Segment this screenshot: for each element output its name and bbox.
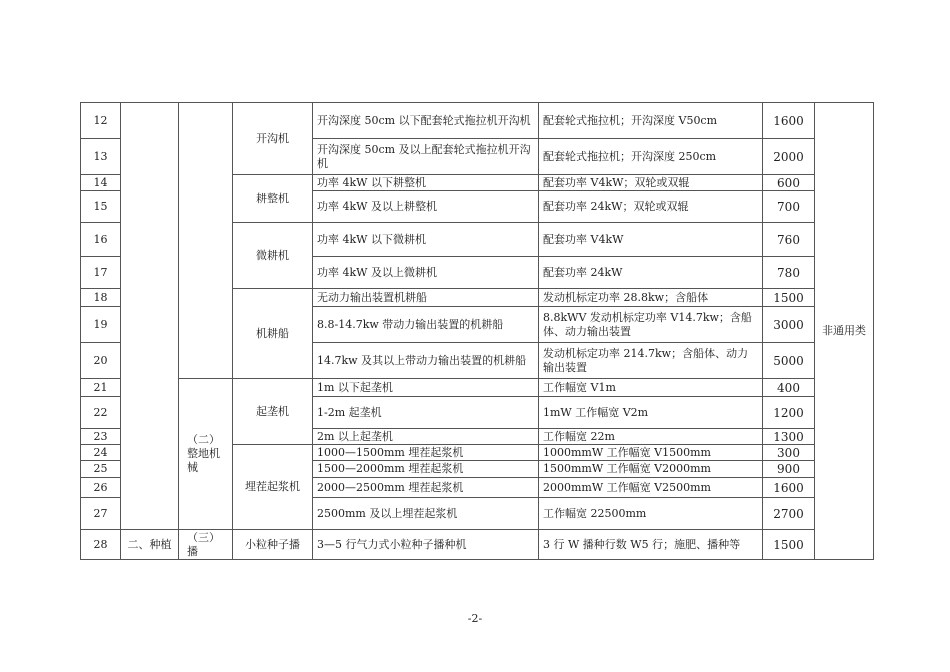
description: 功率 4kW 及以上微耕机 <box>313 257 539 289</box>
row-number: 28 <box>81 530 121 560</box>
description: 8.8-14.7kw 带动力输出装置的机耕船 <box>313 307 539 343</box>
row-number: 27 <box>81 498 121 530</box>
specification: 1mW 工作幅宽 V2m <box>539 397 763 429</box>
row-number: 16 <box>81 223 121 257</box>
description: 开沟深度 50cm 及以上配套轮式拖拉机开沟机 <box>313 139 539 175</box>
subsidy-amount: 5000 <box>763 343 815 379</box>
machine-type: 微耕机 <box>233 223 313 289</box>
description: 2500mm 及以上埋茬起浆机 <box>313 498 539 530</box>
specification: 配套功率 V4kW；双轮或双辊 <box>539 175 763 191</box>
description: 功率 4kW 及以上耕整机 <box>313 191 539 223</box>
subsidy-amount: 760 <box>763 223 815 257</box>
table-row <box>81 530 874 560</box>
specification: 3 行 W 播种行数 W5 行；施肥、播种等 <box>539 530 763 560</box>
description: 开沟深度 50cm 以下配套轮式拖拉机开沟机 <box>313 103 539 139</box>
specification: 配套功率 V4kW <box>539 223 763 257</box>
row-number: 23 <box>81 429 121 445</box>
specification: 配套轮式拖拉机；开沟深度 V50cm <box>539 103 763 139</box>
row-number: 12 <box>81 103 121 139</box>
specification: 工作幅宽 22m <box>539 429 763 445</box>
subsidy-amount: 2700 <box>763 498 815 530</box>
category-label: 二、种植 <box>121 530 179 560</box>
row-number: 19 <box>81 307 121 343</box>
description: 1m 以下起垄机 <box>313 379 539 397</box>
row-number: 24 <box>81 445 121 461</box>
subsidy-amount: 2000 <box>763 139 815 175</box>
subsidy-amount: 600 <box>763 175 815 191</box>
specification: 配套功率 24kW <box>539 257 763 289</box>
specification: 1500mmW 工作幅宽 V2000mm <box>539 461 763 478</box>
subsidy-amount: 3000 <box>763 307 815 343</box>
subsidy-amount: 1600 <box>763 478 815 498</box>
description: 功率 4kW 以下耕整机 <box>313 175 539 191</box>
specification: 工作幅宽 V1m <box>539 379 763 397</box>
classification: 非通用类 <box>815 103 874 560</box>
description: 1000—1500mm 埋茬起浆机 <box>313 445 539 461</box>
description: 功率 4kW 以下微耕机 <box>313 223 539 257</box>
table-row <box>81 379 874 397</box>
description: 1-2m 起垄机 <box>313 397 539 429</box>
price-table <box>80 102 874 560</box>
row-number: 22 <box>81 397 121 429</box>
row-number: 13 <box>81 139 121 175</box>
specification: 8.8kWV 发动机标定功率 V14.7kw；含船体、动力输出装置 <box>539 307 763 343</box>
table-row <box>81 103 874 139</box>
description: 1500—2000mm 埋茬起浆机 <box>313 461 539 478</box>
machine-type: 埋茬起浆机 <box>233 445 313 530</box>
subcategory-label: （二）整地机械 <box>179 379 233 530</box>
subcategory-label: （三）播 <box>179 530 233 560</box>
specification: 配套功率 24kW；双轮或双辊 <box>539 191 763 223</box>
description: 无动力输出装置机耕船 <box>313 289 539 307</box>
row-number: 20 <box>81 343 121 379</box>
row-number: 15 <box>81 191 121 223</box>
machine-type: 耕整机 <box>233 175 313 223</box>
specification: 配套轮式拖拉机；开沟深度 250cm <box>539 139 763 175</box>
subsidy-amount: 1300 <box>763 429 815 445</box>
row-number: 18 <box>81 289 121 307</box>
description: 2m 以上起垄机 <box>313 429 539 445</box>
specification: 1000mmW 工作幅宽 V1500mm <box>539 445 763 461</box>
page-number: -2- <box>467 612 483 625</box>
subsidy-amount: 400 <box>763 379 815 397</box>
subsidy-amount: 1500 <box>763 289 815 307</box>
description: 14.7kw 及其以上带动力输出装置的机耕船 <box>313 343 539 379</box>
category-cell <box>121 103 179 530</box>
specification: 发动机标定功率 28.8kw；含船体 <box>539 289 763 307</box>
specification: 发动机标定功率 214.7kw；含船体、动力输出装置 <box>539 343 763 379</box>
machine-type: 起垄机 <box>233 379 313 445</box>
subsidy-amount: 300 <box>763 445 815 461</box>
specification: 工作幅宽 22500mm <box>539 498 763 530</box>
subsidy-amount: 700 <box>763 191 815 223</box>
description: 2000—2500mm 埋茬起浆机 <box>313 478 539 498</box>
description: 3—5 行气力式小粒种子播种机 <box>313 530 539 560</box>
machine-type: 开沟机 <box>233 103 313 175</box>
subsidy-amount: 1200 <box>763 397 815 429</box>
row-number: 26 <box>81 478 121 498</box>
machine-type: 小粒种子播 <box>233 530 313 560</box>
subcategory-cell <box>179 103 233 379</box>
subsidy-amount: 1600 <box>763 103 815 139</box>
row-number: 21 <box>81 379 121 397</box>
subsidy-amount: 900 <box>763 461 815 478</box>
row-number: 25 <box>81 461 121 478</box>
row-number: 14 <box>81 175 121 191</box>
subsidy-amount: 1500 <box>763 530 815 560</box>
specification: 2000mmW 工作幅宽 V2500mm <box>539 478 763 498</box>
subsidy-amount: 780 <box>763 257 815 289</box>
row-number: 17 <box>81 257 121 289</box>
machine-type: 机耕船 <box>233 289 313 379</box>
